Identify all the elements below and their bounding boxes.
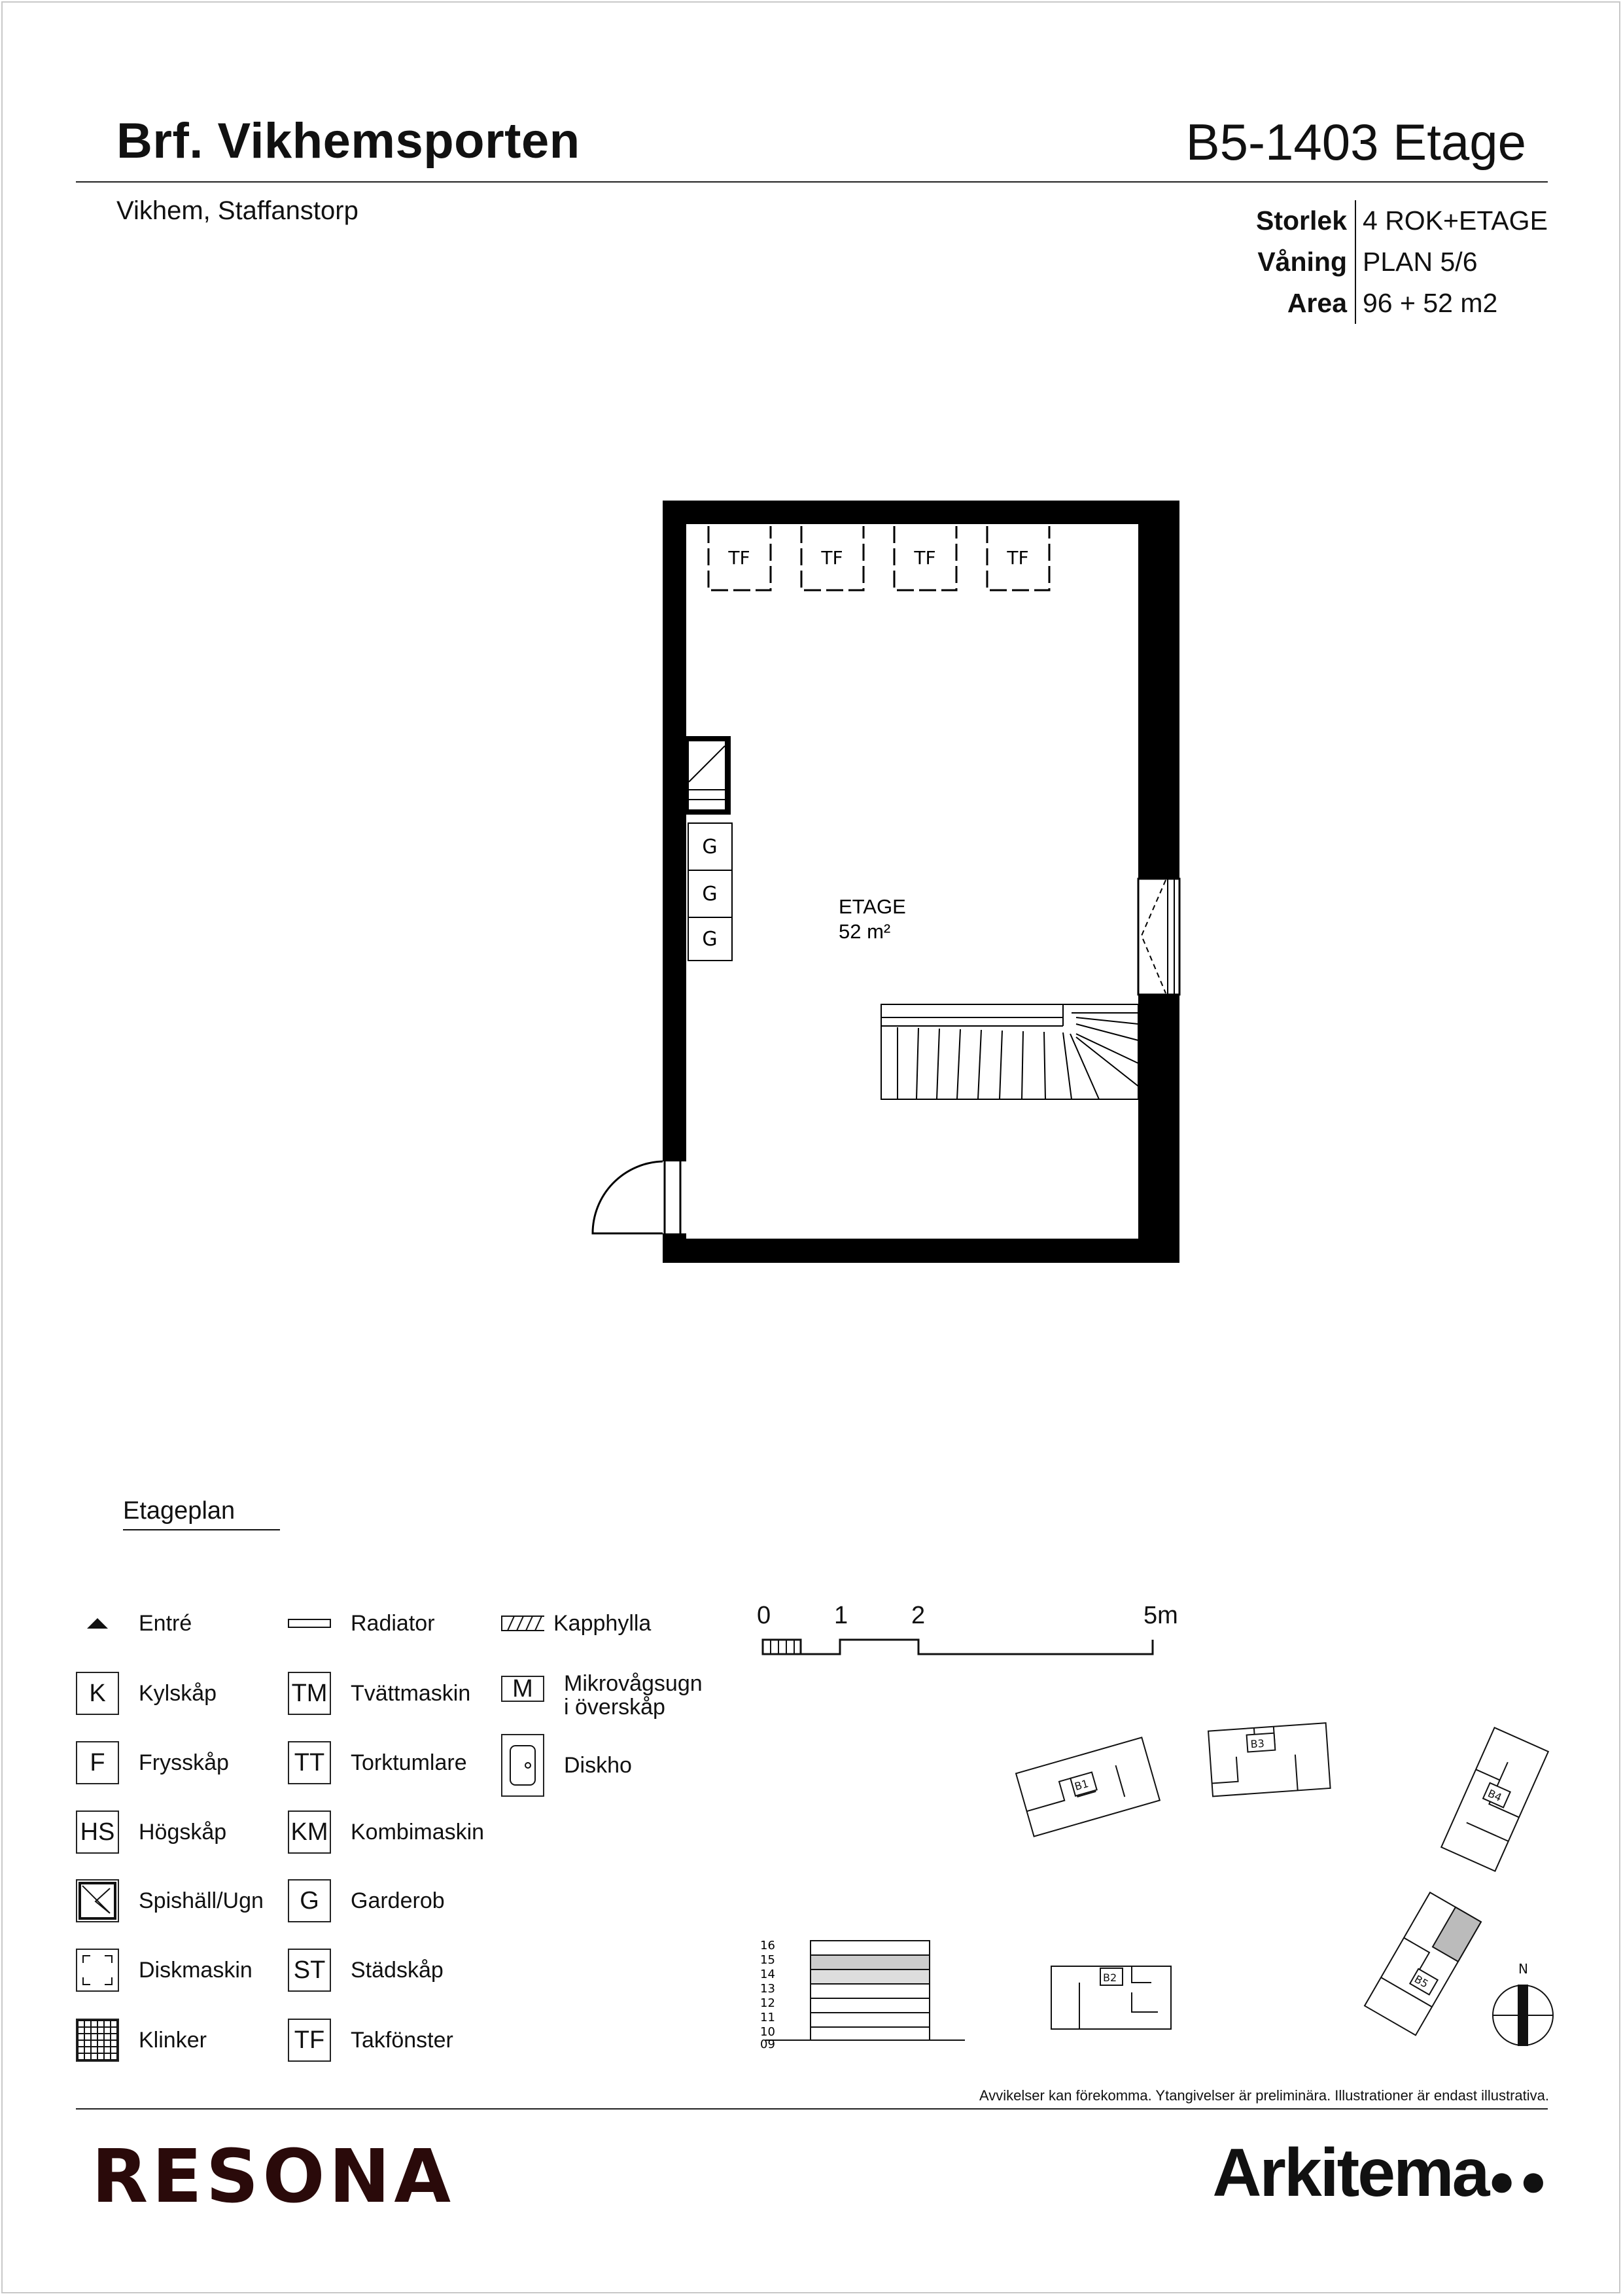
hat-shelf-icon bbox=[501, 1602, 544, 1645]
room-area: 52 m² bbox=[839, 920, 891, 943]
wardrobe-label: G bbox=[702, 883, 718, 906]
info-value: PLAN 5/6 bbox=[1363, 247, 1478, 277]
building-label: B2 bbox=[1103, 1971, 1117, 1984]
unit-title: B5-1403 Etage bbox=[1185, 113, 1526, 171]
building-b1 bbox=[1016, 1737, 1160, 1836]
skylight bbox=[894, 526, 956, 590]
building-b4 bbox=[1441, 1727, 1548, 1871]
building-b5 bbox=[1365, 1892, 1481, 2035]
room-name: ETAGE bbox=[839, 895, 906, 918]
wall-top bbox=[663, 501, 1179, 524]
legend-label: i överskåp bbox=[564, 1695, 665, 1720]
legend-item-washing-machine bbox=[288, 1672, 470, 1715]
legend-label: Entré bbox=[139, 1610, 192, 1636]
scale-label-1: 1 bbox=[834, 1602, 848, 1629]
building-label: B1 bbox=[1073, 1776, 1091, 1793]
legend-label: Garderob bbox=[351, 1888, 445, 1913]
tiles-icon bbox=[76, 2019, 119, 2062]
floor-label: 16 bbox=[760, 1939, 775, 1952]
legend-item-tall-cabinet bbox=[76, 1810, 226, 1854]
arkitema-logo-text: Arkitema bbox=[1212, 2135, 1488, 2211]
skylight-label: TF bbox=[821, 547, 843, 569]
info-row-area bbox=[1256, 283, 1559, 324]
skylight-icon: TF bbox=[288, 2019, 331, 2062]
floor-label: 15 bbox=[760, 1953, 775, 1967]
scale-label-0: 0 bbox=[757, 1602, 771, 1629]
info-label: Storlek bbox=[1256, 200, 1356, 241]
legend-label: Klinker bbox=[139, 2027, 207, 2053]
disclaimer-text: Avvikelser kan förekomma. Ytangivelser är preliminära. Illustrationer är endast illustrativa. bbox=[979, 2087, 1549, 2104]
radiator-icon bbox=[288, 1602, 331, 1645]
wardrobe-label: G bbox=[702, 928, 718, 951]
washing-machine-icon: TM bbox=[288, 1672, 331, 1715]
freezer-icon: F bbox=[76, 1741, 119, 1784]
fridge-icon: K bbox=[76, 1672, 119, 1715]
scale-bar bbox=[759, 1634, 1158, 1657]
legend-item-combi-machine bbox=[288, 1810, 484, 1854]
info-row-size bbox=[1256, 200, 1559, 241]
plan-title: Etageplan bbox=[123, 1497, 280, 1530]
combi-machine-icon: KM bbox=[288, 1810, 331, 1854]
legend-label: Spishäll/Ugn bbox=[139, 1888, 264, 1913]
footer-divider bbox=[76, 2108, 1548, 2110]
legend-label: Diskho bbox=[564, 1752, 632, 1778]
dishwasher-icon bbox=[76, 1949, 119, 1992]
legend-item-microwave bbox=[501, 1672, 703, 1719]
legend-item-hat-shelf bbox=[501, 1602, 651, 1645]
building-label: B5 bbox=[1412, 1972, 1431, 1990]
cleaning-closet-icon: ST bbox=[288, 1949, 331, 1992]
building-label: B3 bbox=[1249, 1737, 1265, 1751]
legend-label-group bbox=[564, 1672, 703, 1719]
skylight-label: TF bbox=[728, 547, 750, 569]
floor-label: 13 bbox=[760, 1982, 775, 1996]
floor-label: 12 bbox=[760, 1996, 775, 2010]
scale-label-2: 2 bbox=[911, 1602, 926, 1629]
info-label: Våning bbox=[1257, 241, 1356, 283]
legend-label: Diskmaskin bbox=[139, 1957, 253, 1983]
project-title: Brf. Vikhemsporten bbox=[116, 113, 580, 169]
legend-item-skylight bbox=[288, 2019, 453, 2062]
legend-item-fridge bbox=[76, 1672, 217, 1715]
floor-label: 14 bbox=[760, 1968, 775, 1981]
legend-item-wardrobe bbox=[288, 1879, 445, 1922]
floor-label: 11 bbox=[760, 2011, 775, 2024]
unit-info-table bbox=[1256, 200, 1559, 324]
legend-label: Takfönster bbox=[351, 2027, 453, 2053]
skylight bbox=[987, 526, 1049, 590]
entrance-triangle-icon bbox=[76, 1602, 119, 1645]
legend-label: Kombimaskin bbox=[351, 1819, 485, 1845]
north-arrow-icon bbox=[1493, 1961, 1553, 2045]
legend-label: Radiator bbox=[351, 1610, 435, 1636]
sink-icon bbox=[501, 1734, 544, 1797]
legend-item-freezer bbox=[76, 1741, 229, 1784]
info-row-floor bbox=[1256, 241, 1559, 283]
legend-label: Högskåp bbox=[139, 1819, 227, 1845]
arkitema-logo bbox=[1212, 2134, 1551, 2212]
wardrobe-label: G bbox=[702, 836, 718, 858]
entrance-door bbox=[593, 1161, 663, 1233]
legend-item-tiles bbox=[76, 2019, 207, 2062]
header-divider bbox=[76, 181, 1548, 183]
legend-item-dishwasher bbox=[76, 1949, 253, 1992]
wardrobe-icon: G bbox=[288, 1879, 331, 1922]
legend-label: Städskåp bbox=[351, 1957, 444, 1983]
skylight-label: TF bbox=[1007, 547, 1029, 569]
tall-cabinet-icon: HS bbox=[76, 1810, 119, 1854]
floor-plan bbox=[589, 497, 1243, 1282]
site-plan bbox=[994, 1695, 1570, 2061]
info-label: Area bbox=[1287, 283, 1356, 324]
legend-label: Kapphylla bbox=[553, 1610, 652, 1636]
legend-item-sink bbox=[501, 1734, 632, 1797]
floor-label: 09 bbox=[760, 2038, 775, 2051]
skylight-label: TF bbox=[914, 547, 936, 569]
scale-label-5m: 5m bbox=[1143, 1602, 1178, 1629]
logo-dots-icon: ●● bbox=[1488, 2155, 1551, 2206]
legend-item-radiator bbox=[288, 1602, 435, 1645]
legend-label: Torktumlare bbox=[351, 1750, 467, 1775]
floor-label: 10 bbox=[760, 2025, 775, 2039]
legend-label: Tvättmaskin bbox=[351, 1680, 471, 1706]
stove-icon bbox=[76, 1879, 119, 1922]
legend-item-stove bbox=[76, 1879, 264, 1922]
building-b3 bbox=[1208, 1723, 1331, 1796]
wall-bottom bbox=[663, 1239, 1179, 1263]
microwave-icon: M bbox=[501, 1676, 544, 1702]
wall-right-lower bbox=[1138, 995, 1179, 1263]
north-label: N bbox=[1518, 1961, 1528, 1977]
info-value: 96 + 52 m2 bbox=[1363, 288, 1498, 318]
building-label: B4 bbox=[1486, 1787, 1504, 1804]
info-value: 4 ROK+ETAGE bbox=[1363, 205, 1548, 236]
building-section bbox=[746, 1920, 968, 2051]
legend-label: Mikrovågsugn bbox=[564, 1671, 703, 1696]
legend-item-entrance bbox=[76, 1602, 192, 1645]
building-b2 bbox=[1051, 1966, 1171, 2029]
skylight bbox=[801, 526, 864, 590]
wall-right-upper bbox=[1138, 501, 1179, 879]
legend-label: Frysskåp bbox=[139, 1750, 229, 1775]
wardrobe bbox=[688, 823, 732, 870]
resona-logo: RESONA bbox=[92, 2134, 455, 2219]
location-text: Vikhem, Staffanstorp bbox=[116, 196, 358, 225]
wardrobe bbox=[688, 870, 732, 917]
legend-label: Kylskåp bbox=[139, 1680, 217, 1706]
wardrobe bbox=[688, 917, 732, 961]
legend-item-cleaning-closet bbox=[288, 1949, 444, 1992]
staircase bbox=[881, 1004, 1138, 1099]
wall-left-upper bbox=[663, 501, 686, 1161]
dryer-icon: TT bbox=[288, 1741, 331, 1784]
skylight bbox=[708, 526, 771, 590]
legend-item-dryer bbox=[288, 1741, 467, 1784]
